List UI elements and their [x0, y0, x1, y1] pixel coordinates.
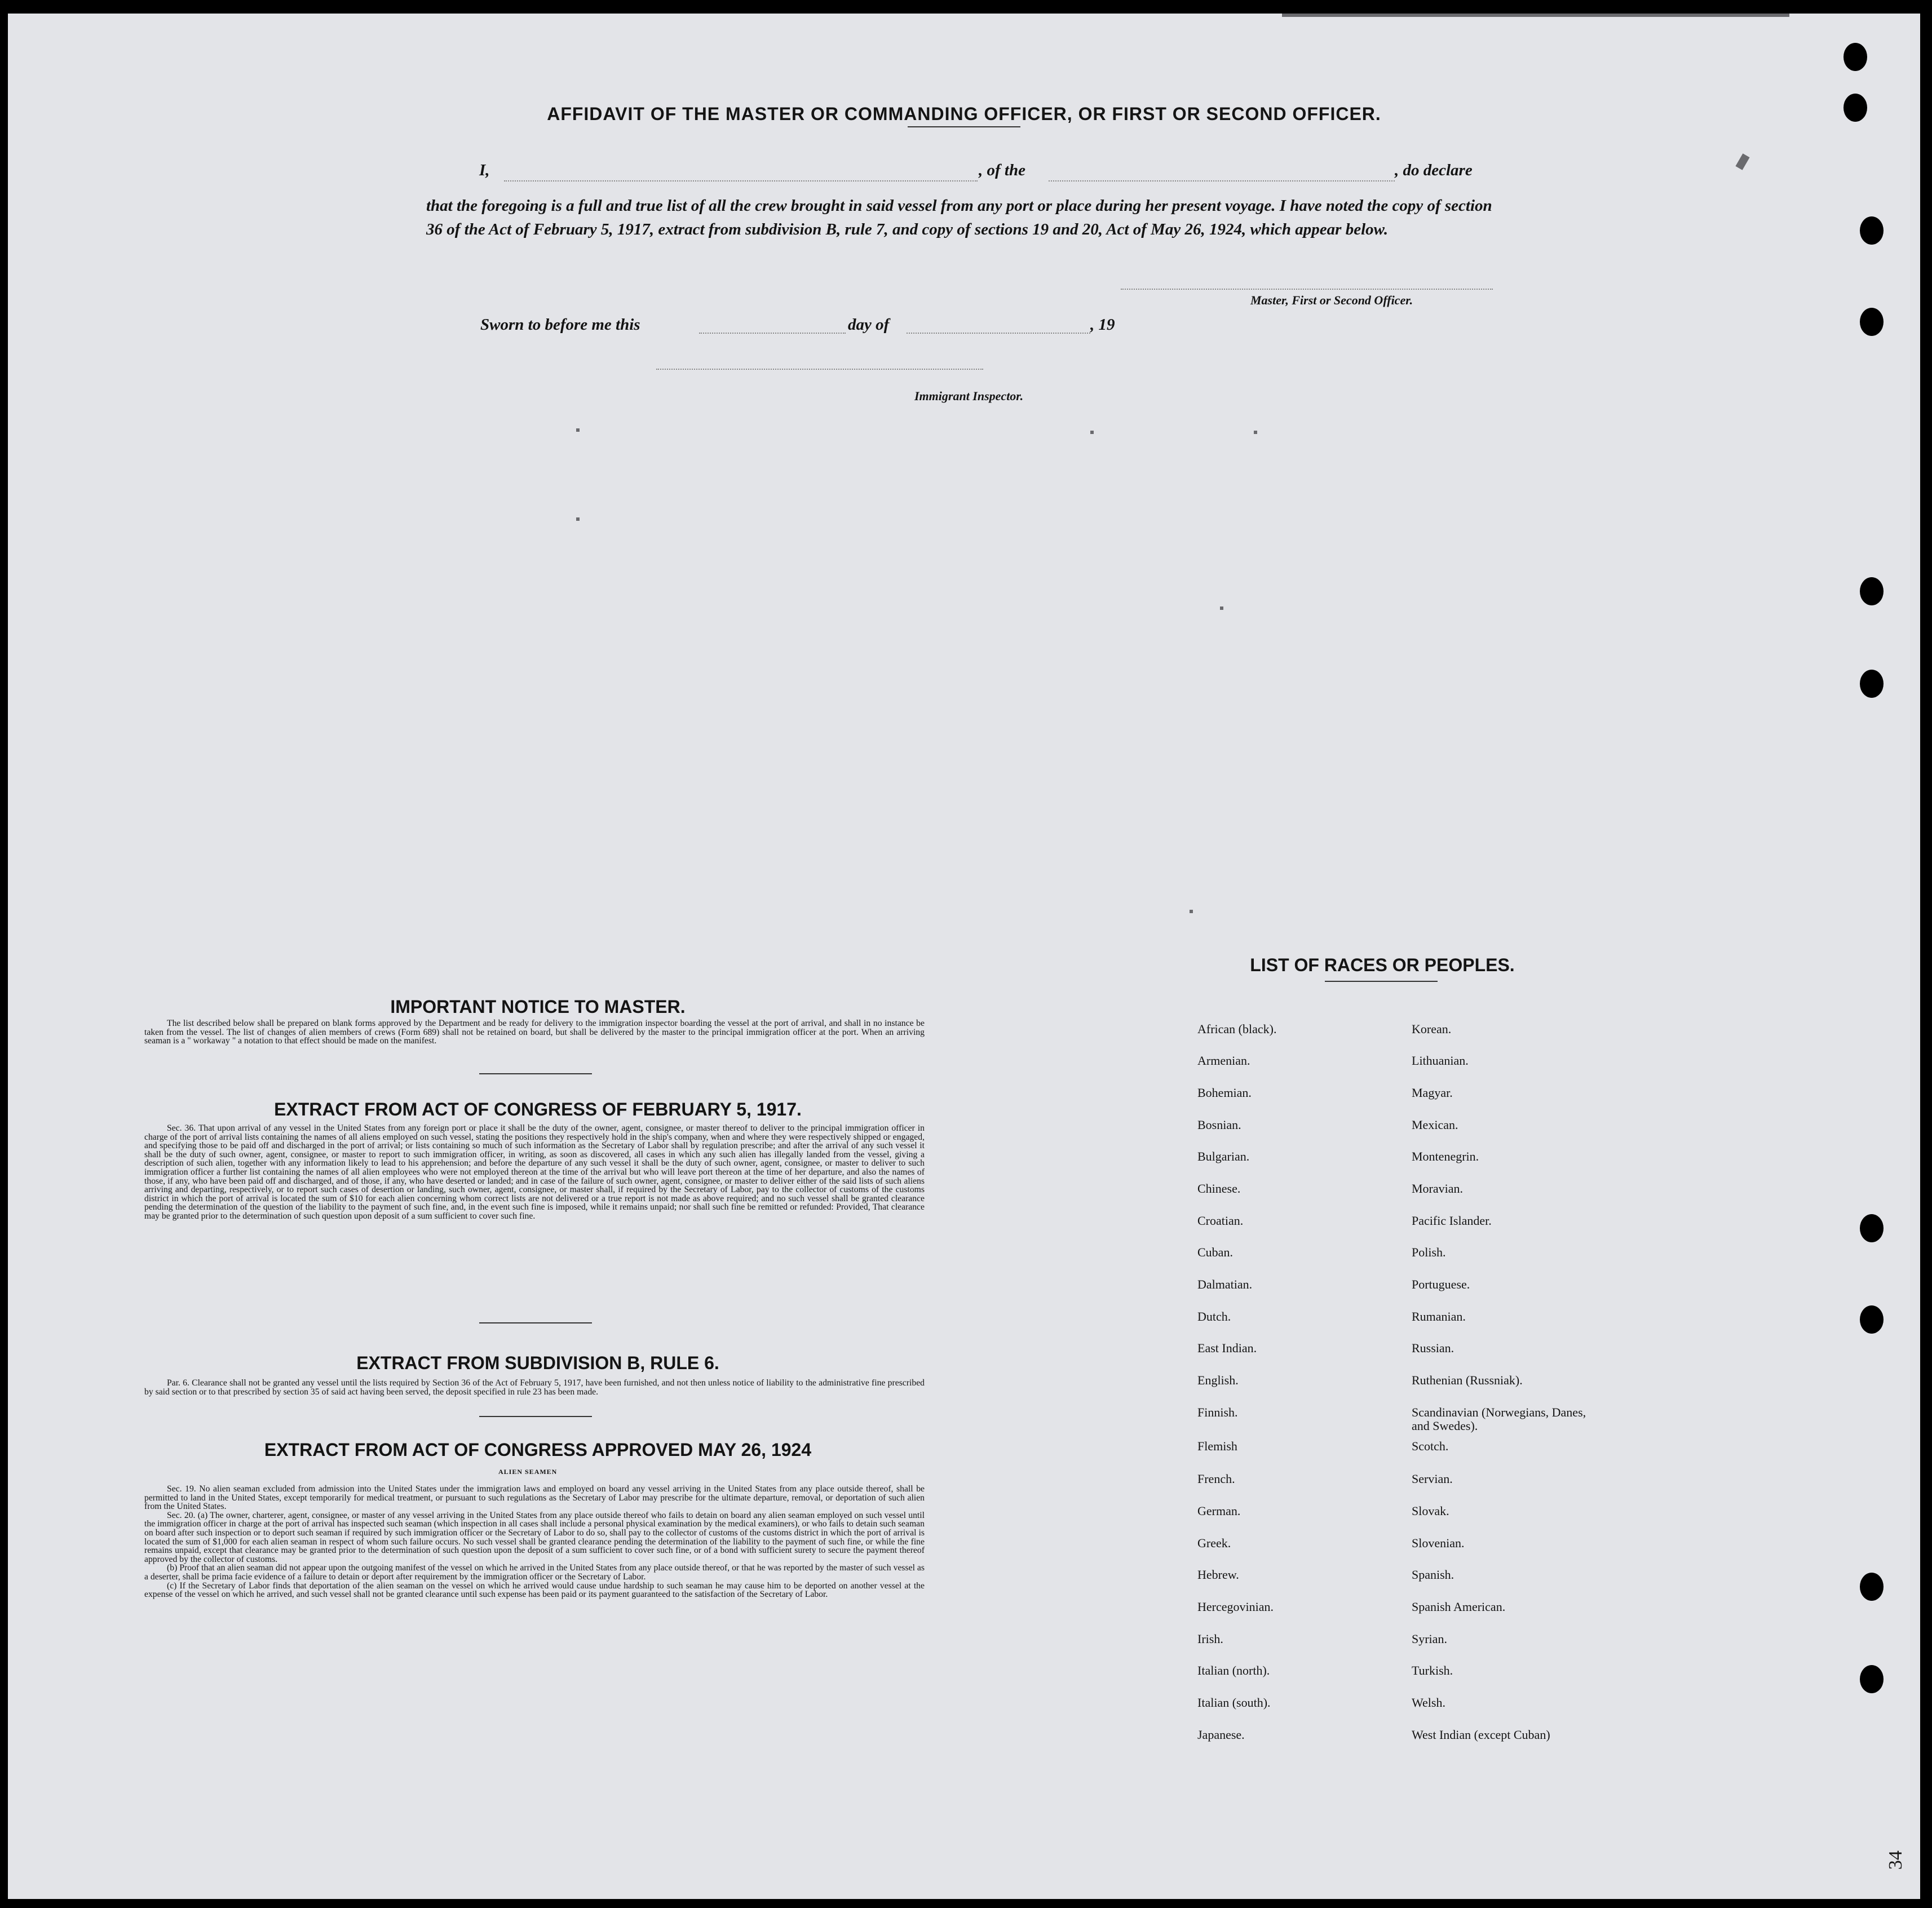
punch-hole — [1860, 1665, 1884, 1693]
race-item: Montenegrin. — [1412, 1149, 1479, 1163]
race-item: Cuban. — [1197, 1245, 1233, 1259]
race-item: Italian (north). — [1197, 1663, 1270, 1677]
margin-page-number: 34 — [1885, 1851, 1906, 1870]
punch-hole — [1860, 216, 1884, 245]
race-item: Bulgarian. — [1197, 1149, 1250, 1163]
race-item: Bohemian. — [1197, 1086, 1252, 1100]
i-label: I, — [479, 161, 490, 179]
sworn-label: Sworn to before me this — [480, 316, 640, 334]
race-item: English. — [1197, 1373, 1239, 1387]
sec-19-paragraph: Sec. 19. No alien seaman excluded from admission into the United States under the immigration laws and employed on board any vessel arriving in the United States from any place outside thereof, shall be permitted to land in the United States, except temporarily for medical treatment, or pursuant to such regulations as the Secretary of Labor may prescribe for the ultimate departure, removal, or deportation of such alien from the United States. — [144, 1484, 925, 1512]
sec-20c-paragraph: (c) If the Secretary of Labor finds that deportation of the alien seaman on the vessel on which he arrived would cause undue hardship to such seaman he may cause him to be deported on another vessel at the expense of the vessel on which he arrived, and such vessel shall not be granted clearance until such expense has been paid or its payment guaranteed to the satisfaction of the Secretary of Labor. — [144, 1581, 925, 1600]
act-1924-subtitle: ALIEN SEAMEN — [498, 1468, 558, 1476]
bleed-mark — [1220, 607, 1223, 610]
bleed-mark — [1254, 431, 1257, 434]
races-title: LIST OF RACES OR PEOPLES. — [1250, 955, 1515, 975]
section-divider — [479, 1416, 592, 1417]
race-item: German. — [1197, 1504, 1241, 1518]
race-item: Chinese. — [1197, 1181, 1241, 1196]
act-1917-text — [144, 1124, 925, 1221]
do-declare-label: , do declare — [1395, 161, 1473, 179]
race-item: Ruthenian (Russniak). — [1412, 1373, 1523, 1387]
act-1917-paragraph: Sec. 36. That upon arrival of any vessel in the United States from any foreign port or place it shall be the duty of the owner, agent, consignee, or master thereof to deliver to the principal immigration officer in charge of the port of arrival lists containing the names of all aliens employed on such vessel, stating the positions they respectively hold in the ship's company, when and where they were respectively shipped or engaged, and specifying those to be paid off and discharged in the port of arrival; or lists containing so much of such information as the Secretary of Labor shall by regulation prescribe; and after the arrival of any such vessel it shall be the duty of such owner, agent, consignee, or master to report to such immigration officer, in writing, as soon as discovered, all cases in which any such alien has illegally landed from the vessel, giving a description of such alien, together with any information likely to lead to his apprehension; and before the departure of any such vessel it shall be the duty of such owner, agent, consignee, or master to deliver to such immigration officer a further list containing the names of all alien employees who were not employed thereon at the time of the arrival but who will leave port thereon at the time of her departure, and also the names of those, if any, who have been paid off and discharged, and of those, if any, who have deserted or landed; and in case of the failure of such owner, agent, consignee, or master to deliver either of the said lists of such aliens arriving and departing, respectively, or to report such cases of desertion or landing, such owner, agent, consignee, or master shall, if required by the Secretary of Labor, pay to the collector of customs of the customs district in which the port of arrival is located the sum of $10 for each alien concerning whom correct lists are not delivered or a true report is not made as above required; and no such vessel shall be granted clearance pending the determination of the question of the liability to the payment of such fine, and, in the event such fine is imposed, while it remains unpaid; nor shall such fine be remitted or refunded: Provided, That clearance may be granted prior to the determination of such question upon deposit of a sum sufficient to cover such fine. — [144, 1123, 925, 1221]
race-item: Irish. — [1197, 1632, 1223, 1646]
race-item: Moravian. — [1412, 1181, 1464, 1196]
section-divider — [479, 1322, 592, 1323]
notice-title: IMPORTANT NOTICE TO MASTER. — [390, 997, 686, 1017]
race-item: African (black). — [1197, 1022, 1277, 1036]
scan-mark — [1282, 14, 1789, 17]
officer-signature-label: Master, First or Second Officer. — [1250, 293, 1413, 307]
race-item: Russian. — [1412, 1341, 1454, 1355]
race-item: West Indian (except Cuban) — [1412, 1728, 1550, 1742]
sworn-month-field[interactable] — [907, 333, 1090, 334]
affidavit-title: AFFIDAVIT OF THE MASTER OR COMMANDING OFFICER, OR FIRST OR SECOND OFFICER. — [547, 104, 1381, 124]
race-item: Polish. — [1412, 1245, 1446, 1259]
race-item: Welsh. — [1412, 1695, 1445, 1710]
vessel-field[interactable] — [1049, 180, 1395, 181]
race-item: Magyar. — [1412, 1086, 1453, 1100]
race-item: Bosnian. — [1197, 1118, 1241, 1132]
race-item: Spanish. — [1412, 1568, 1454, 1582]
of-the-label: , of the — [979, 161, 1025, 179]
act-1917-title: EXTRACT FROM ACT OF CONGRESS OF FEBRUARY 5, 1917. — [274, 1099, 802, 1119]
race-item: Dutch. — [1197, 1309, 1231, 1323]
notice-paragraph: The list described below shall be prepared on blank forms approved by the Department and be ready for delivery to the immigration inspector boarding the vessel at the port of arrival, and shall in no instance be taken from the vessel. The list of changes of alien members of crews (Form 689) shall not be retained on board, but shall be delivered by the master to the principal immigration officer at the port. When an arriving seaman is a " workaway " a notation to that effect should be made on the manifest. — [144, 1019, 925, 1046]
rule-6-paragraph: Par. 6. Clearance shall not be granted any vessel until the lists required by Section 36 of the Act of February 5, 1917, have been furnished, and not then unless notice of liability to the administrative fine prescribed by said section or to that prescribed by section 35 of said act having been served, the deposit specified in rule 23 has been made. — [144, 1378, 925, 1397]
race-item: Korean. — [1412, 1022, 1452, 1036]
race-item: Hercegovinian. — [1197, 1600, 1274, 1614]
punch-hole — [1860, 1305, 1884, 1334]
sec-20b-paragraph: (b) Proof that an alien seaman did not appear upon the outgoing manifest of the vessel on which he arrived in the United States from any place outside thereof, or that he was reported by the master of such vessel as a deserter, shall be prima facie evidence of a failure to detain or deport after requirement by the immigration officer or the Secretary of Labor. — [144, 1563, 925, 1582]
race-item: Portuguese. — [1412, 1277, 1470, 1291]
punch-hole — [1860, 670, 1884, 698]
race-item: Turkish. — [1412, 1663, 1453, 1677]
rule-6-text — [144, 1379, 925, 1396]
races-underline — [1325, 981, 1438, 982]
race-item: Mexican. — [1412, 1118, 1458, 1132]
act-1924-title: EXTRACT FROM ACT OF CONGRESS APPROVED MAY 26, 1924 — [264, 1440, 812, 1460]
notice-text — [144, 1019, 925, 1046]
punch-hole — [1860, 1214, 1884, 1242]
punch-hole — [1860, 1573, 1884, 1601]
punch-hole — [1843, 43, 1867, 71]
race-item: Spanish American. — [1412, 1600, 1506, 1614]
officer-signature-field[interactable] — [1121, 289, 1493, 290]
race-item: Slovenian. — [1412, 1536, 1465, 1550]
sec-20a-paragraph: Sec. 20. (a) The owner, charterer, agent, consignee, or master of any vessel arriving in the United States from any place outside thereof who fails to detain on board any alien seaman employed on such vessel until the immigration officer in charge at the port of arrival has inspected such seaman (which inspection in all cases shall include a personal physical examination by the medical examiners), or who fails to detain such seaman on board after such inspection or to deport such seaman if required by such immigration officer or the Secretary of Labor to do so, shall pay to the collector of customs of the customs district in which the port of arrival is located the sum of $1,000 for each alien seaman in respect of whom such failure occurs. No such vessel shall be granted clearance pending the determination of the liability to the payment of such fine, or while the fine remains unpaid, except that clearance may be granted prior to the determination of such question upon the deposit of a sum sufficient to cover such fine, or of a bond with sufficient surety to secure the payment thereof approved by the collector of customs. — [144, 1510, 925, 1564]
race-item: Lithuanian. — [1412, 1053, 1469, 1068]
race-item: Slovak. — [1412, 1504, 1449, 1518]
scan-mark — [1735, 153, 1749, 170]
race-item: French. — [1197, 1472, 1235, 1486]
punch-hole — [1860, 577, 1884, 605]
race-item: Servian. — [1412, 1472, 1453, 1486]
race-item: Greek. — [1197, 1536, 1231, 1550]
bleed-mark — [1190, 910, 1193, 913]
bleed-mark — [1090, 431, 1094, 434]
bleed-mark — [576, 517, 580, 521]
race-item: Pacific Islander. — [1412, 1214, 1492, 1228]
day-of-label: day of — [848, 316, 890, 334]
inspector-signature-field[interactable] — [656, 369, 983, 370]
act-1924-text — [144, 1485, 925, 1599]
bleed-mark — [576, 428, 580, 432]
race-item: Croatian. — [1197, 1214, 1244, 1228]
race-item: Japanese. — [1197, 1728, 1245, 1742]
sworn-day-field[interactable] — [699, 333, 846, 334]
document-page — [8, 14, 1920, 1899]
race-item: East Indian. — [1197, 1341, 1257, 1355]
race-item: Syrian. — [1412, 1632, 1447, 1646]
race-item: Hebrew. — [1197, 1568, 1239, 1582]
punch-hole — [1860, 308, 1884, 336]
race-item: Scotch. — [1412, 1439, 1449, 1453]
declaration-text: that the foregoing is a full and true list of all the crew brought in said vessel from any port or place during her present voyage. I have noted the copy of section 36 of the Act of February 5, 1917, extract from subdivision B, rule 7, and copy of sections 19 and 20, Act of May 26, 1924, which appear below. — [426, 197, 1492, 238]
race-item: Armenian. — [1197, 1053, 1250, 1068]
race-item: Flemish — [1197, 1439, 1237, 1453]
title-underline — [908, 126, 1020, 127]
race-item: Italian (south). — [1197, 1695, 1271, 1710]
race-item: Rumanian. — [1412, 1309, 1466, 1323]
year-label: , 19 — [1090, 316, 1115, 334]
inspector-label: Immigrant Inspector. — [914, 389, 1024, 403]
race-item: Scandinavian (Norwegians, Danes, and Swedes). — [1412, 1405, 1586, 1433]
section-divider — [479, 1073, 592, 1074]
race-item: Dalmatian. — [1197, 1277, 1253, 1291]
rule-6-title: EXTRACT FROM SUBDIVISION B, RULE 6. — [356, 1353, 719, 1373]
name-field[interactable] — [504, 180, 978, 181]
race-item: Finnish. — [1197, 1405, 1238, 1419]
